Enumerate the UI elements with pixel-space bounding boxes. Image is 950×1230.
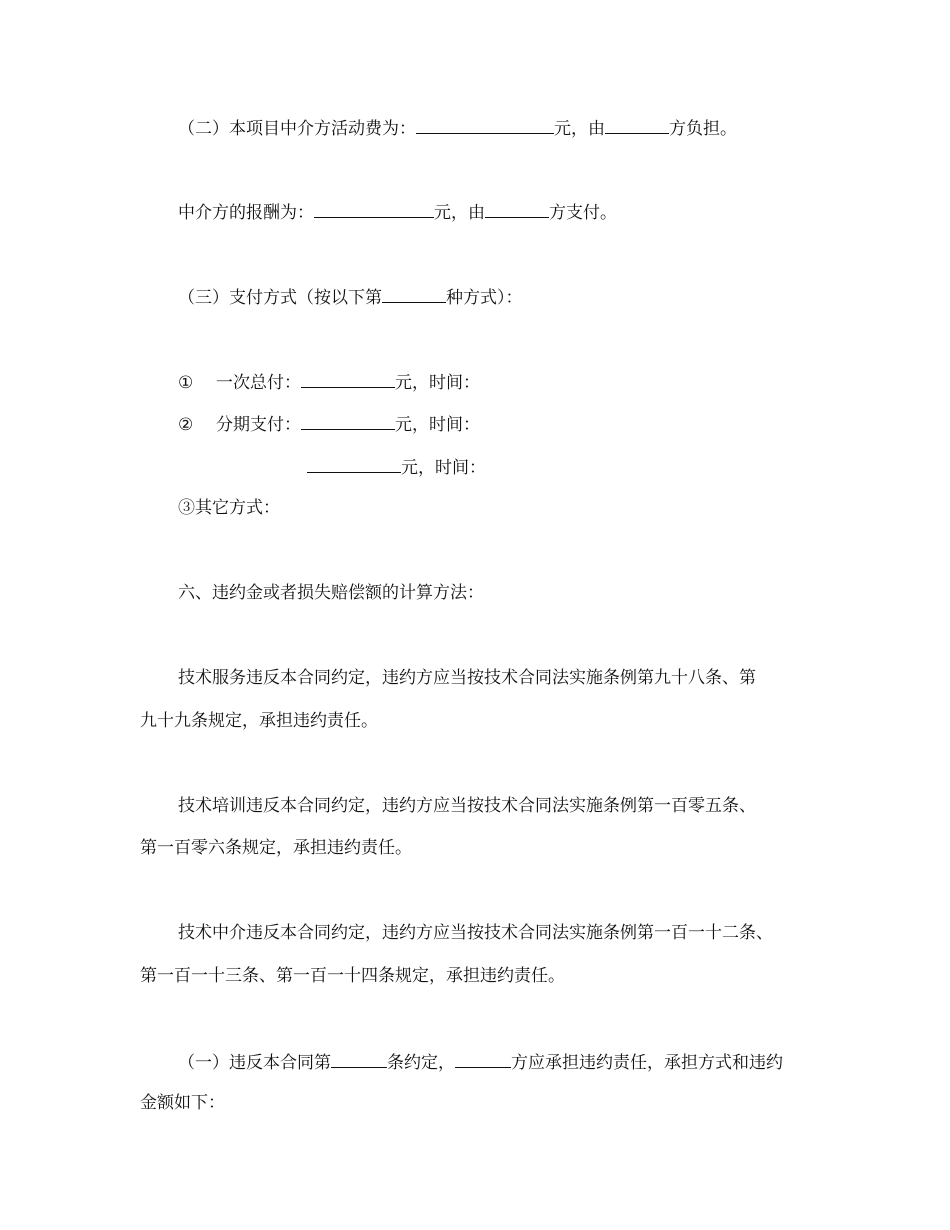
intermediary-paragraph-line2 bbox=[140, 966, 565, 986]
training-text-1: 技术培训违反本合同约定，违约方应当按技术合同法实施条例第一百零五条、 bbox=[178, 796, 756, 816]
intermediary-text-2: 第一百一十三条、第一百一十四条规定，承担违约责任。 bbox=[140, 966, 565, 986]
reward-unit: 元，由 bbox=[434, 203, 485, 223]
payment-method-blank[interactable] bbox=[382, 286, 446, 303]
option-other bbox=[178, 498, 280, 518]
section6-heading-text: 六、违约金或者损失赔偿额的计算方法： bbox=[178, 583, 484, 603]
activity-fee-line bbox=[178, 117, 737, 139]
service-paragraph-line2 bbox=[140, 711, 378, 731]
reward-line bbox=[178, 201, 617, 223]
service-text-2: 九十九条规定，承担违约责任。 bbox=[140, 711, 378, 731]
option3-label: ③其它方式： bbox=[178, 498, 280, 518]
breach-clause-blank[interactable] bbox=[331, 1051, 387, 1068]
option2-label: 分期支付： bbox=[216, 415, 301, 435]
intermediary-text-1: 技术中介违反本合同约定，违约方应当按技术合同法实施条例第一百一十二条、 bbox=[178, 923, 773, 943]
activity-fee-party-blank[interactable] bbox=[605, 117, 669, 134]
service-paragraph-line1 bbox=[178, 668, 756, 688]
option2-amount-blank[interactable] bbox=[301, 413, 395, 430]
intermediary-paragraph-line1 bbox=[178, 923, 773, 943]
reward-suffix: 方支付。 bbox=[549, 203, 617, 223]
option-lump-sum bbox=[178, 371, 480, 393]
option1-label: 一次总付： bbox=[216, 373, 301, 393]
payment-method-suffix: 种方式）： bbox=[446, 288, 523, 308]
option2-second-amount-blank[interactable] bbox=[307, 456, 401, 473]
activity-fee-unit: 元，由 bbox=[554, 119, 605, 139]
reward-prefix: 中介方的报酬为： bbox=[178, 203, 314, 223]
breach-line2 bbox=[140, 1093, 225, 1113]
reward-party-blank[interactable] bbox=[485, 201, 549, 218]
activity-fee-prefix: （二）本项目中介方活动费为： bbox=[178, 119, 416, 139]
breach-prefix: （一）违反本合同第 bbox=[178, 1053, 331, 1073]
breach-party-blank[interactable] bbox=[455, 1051, 511, 1068]
option2-mark: ② bbox=[178, 415, 194, 435]
section6-heading bbox=[178, 583, 484, 603]
payment-method-prefix: （三）支付方式（按以下第 bbox=[178, 288, 382, 308]
breach-line1 bbox=[178, 1051, 783, 1073]
service-text-1: 技术服务违反本合同约定，违约方应当按技术合同法实施条例第九十八条、第 bbox=[178, 668, 756, 688]
option2-suffix: 元，时间： bbox=[395, 415, 480, 435]
activity-fee-suffix: 方负担。 bbox=[669, 119, 737, 139]
activity-fee-amount-blank[interactable] bbox=[416, 117, 554, 134]
option-installment-second bbox=[307, 456, 486, 478]
training-paragraph-line2 bbox=[140, 838, 412, 858]
payment-method-line bbox=[178, 286, 523, 308]
breach-suffix: 方应承担违约责任，承担方式和违约 bbox=[511, 1053, 783, 1073]
reward-amount-blank[interactable] bbox=[314, 201, 434, 218]
option1-suffix: 元，时间： bbox=[395, 373, 480, 393]
option-installment bbox=[178, 413, 480, 435]
option1-amount-blank[interactable] bbox=[301, 371, 395, 388]
option1-mark: ① bbox=[178, 373, 194, 393]
breach-text-2: 金额如下： bbox=[140, 1093, 225, 1113]
breach-mid: 条约定， bbox=[387, 1053, 455, 1073]
option2-second-suffix: 元，时间： bbox=[401, 458, 486, 478]
training-text-2: 第一百零六条规定，承担违约责任。 bbox=[140, 838, 412, 858]
training-paragraph-line1 bbox=[178, 796, 756, 816]
